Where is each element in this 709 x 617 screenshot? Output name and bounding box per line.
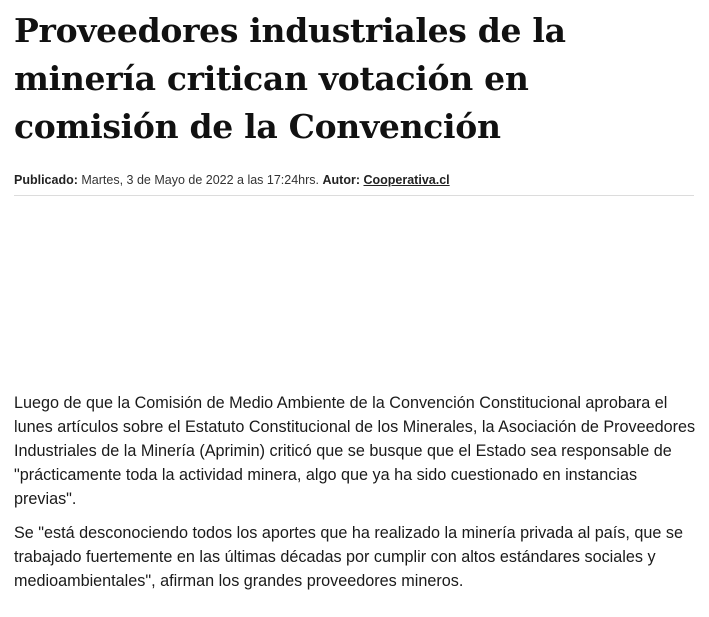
- article-headline: Proveedores industriales de la minería critican votación en comisión de la Convención: [14, 11, 566, 146]
- ad-placeholder: [14, 205, 694, 385]
- author-label: Autor:: [322, 173, 360, 187]
- article-paragraph: Se "está desconociendo todos los aportes que ha realizado la minería privada al país, que se trabajado fuertemente en las últimas décadas por cumplir con altos estándares sociales y medioambientales", afirman los grandes proveedores mineros.: [14, 524, 683, 590]
- author-link[interactable]: Cooperativa.cl: [363, 173, 450, 187]
- article-body: [14, 391, 698, 603]
- published-date: Martes, 3 de Mayo de 2022 a las 17:24hrs.: [77, 173, 323, 187]
- article: [14, 0, 702, 590]
- article-meta: [14, 173, 694, 196]
- article-paragraph: Luego de que la Comisión de Medio Ambiente de la Convención Constitucional aprobara el lunes artículos sobre el Estatuto Constitucional de los Minerales, la Asociación de Proveedores Industriales de la Minería (Aprimin) criticó que se busque que el Estado sea responsable de "prácticamente toda la actividad minera, algo que ya ha sido cuestionado en instancias previas".: [14, 394, 696, 508]
- published-label: Publicado:: [14, 173, 78, 187]
